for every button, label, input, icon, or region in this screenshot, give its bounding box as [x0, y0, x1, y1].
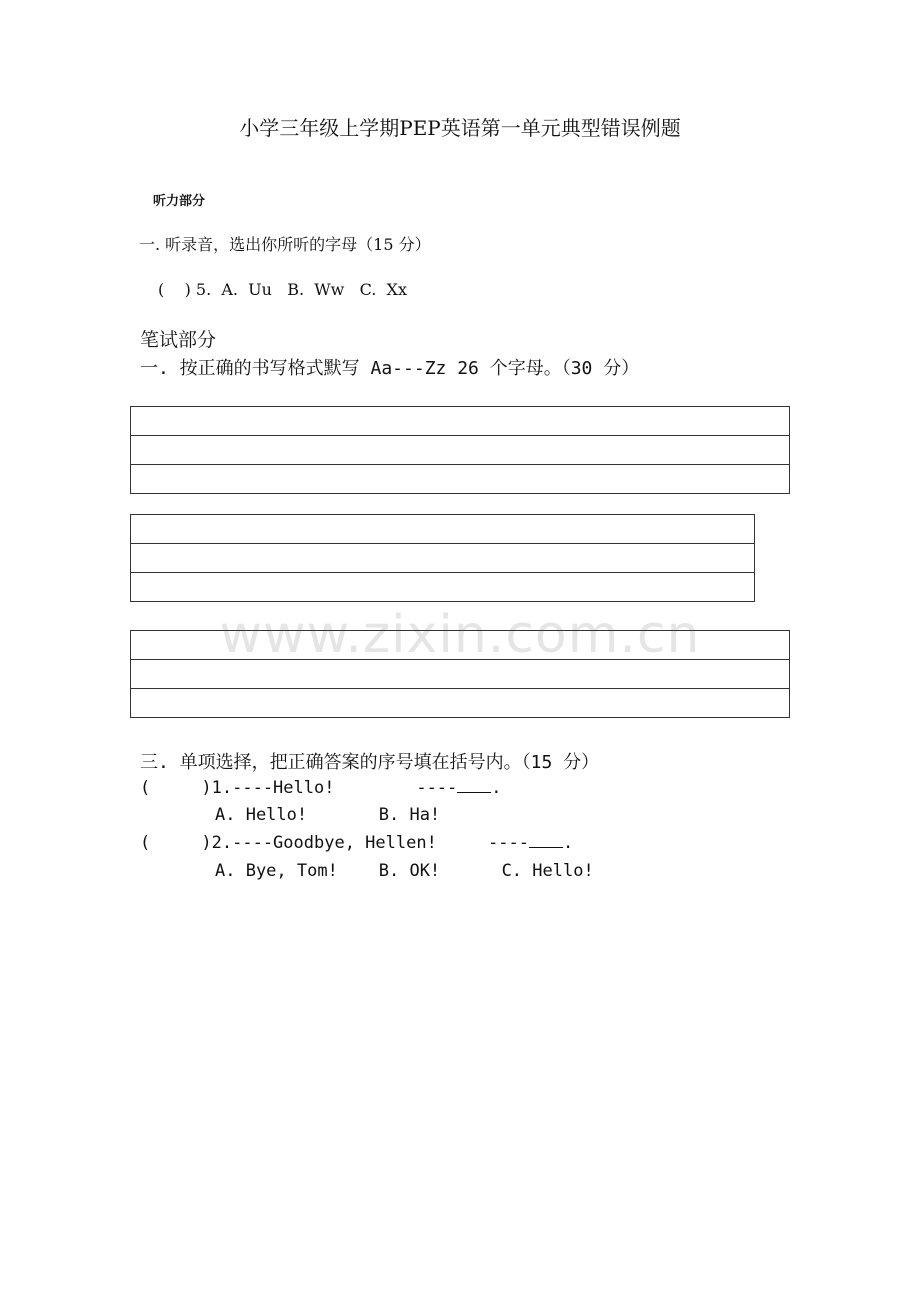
question-3-heading: 三. 单项选择，把正确答案的序号填在括号内。（15 分） — [140, 752, 600, 773]
question-3-item-2 — [140, 833, 573, 853]
listening-question-1: 一. 听录音，选出你所听的字母（15 分） — [139, 235, 431, 254]
item-2-stem: ( )2.----Goodbye, Hellen! ---- — [140, 833, 529, 853]
item-1-stem: ( )1.----Hello! ---- — [140, 778, 458, 798]
writing-line[interactable] — [131, 465, 789, 494]
written-section-heading: 笔试部分 — [140, 329, 217, 351]
writing-line[interactable] — [131, 631, 789, 660]
question-3-item-2-options: A. Bye, Tom! B. OK! C. Hello! — [215, 861, 594, 881]
writing-line[interactable] — [131, 573, 754, 602]
listening-item-5: ( ) 5. A. Uu B. Ww C. Xx — [158, 280, 407, 299]
listening-section-heading: 听力部分 — [153, 194, 206, 209]
writing-line[interactable] — [131, 660, 789, 689]
writing-lines-group-2[interactable] — [130, 514, 755, 602]
watermark: www.zixin.com.cn — [219, 605, 701, 665]
answer-blank[interactable] — [457, 778, 491, 793]
question-3-item-1 — [140, 778, 502, 798]
question-3-item-1-options: A. Hello! B. Ha! — [215, 805, 441, 825]
answer-blank[interactable] — [529, 833, 563, 848]
writing-line[interactable] — [131, 407, 789, 436]
writing-lines-group-3[interactable] — [130, 630, 790, 718]
writing-line[interactable] — [131, 544, 754, 573]
item-1-end: . — [491, 778, 502, 798]
writing-line[interactable] — [131, 436, 789, 465]
writing-line[interactable] — [131, 689, 789, 718]
written-question-1: 一. 按正确的书写格式默写 Aa---Zz 26 个字母。（30 分） — [140, 358, 640, 379]
item-2-end: . — [562, 833, 574, 853]
writing-lines-group-1[interactable] — [130, 406, 790, 494]
page-title: 小学三年级上学期PEP英语第一单元典型错误例题 — [239, 116, 681, 140]
writing-line[interactable] — [131, 515, 754, 544]
